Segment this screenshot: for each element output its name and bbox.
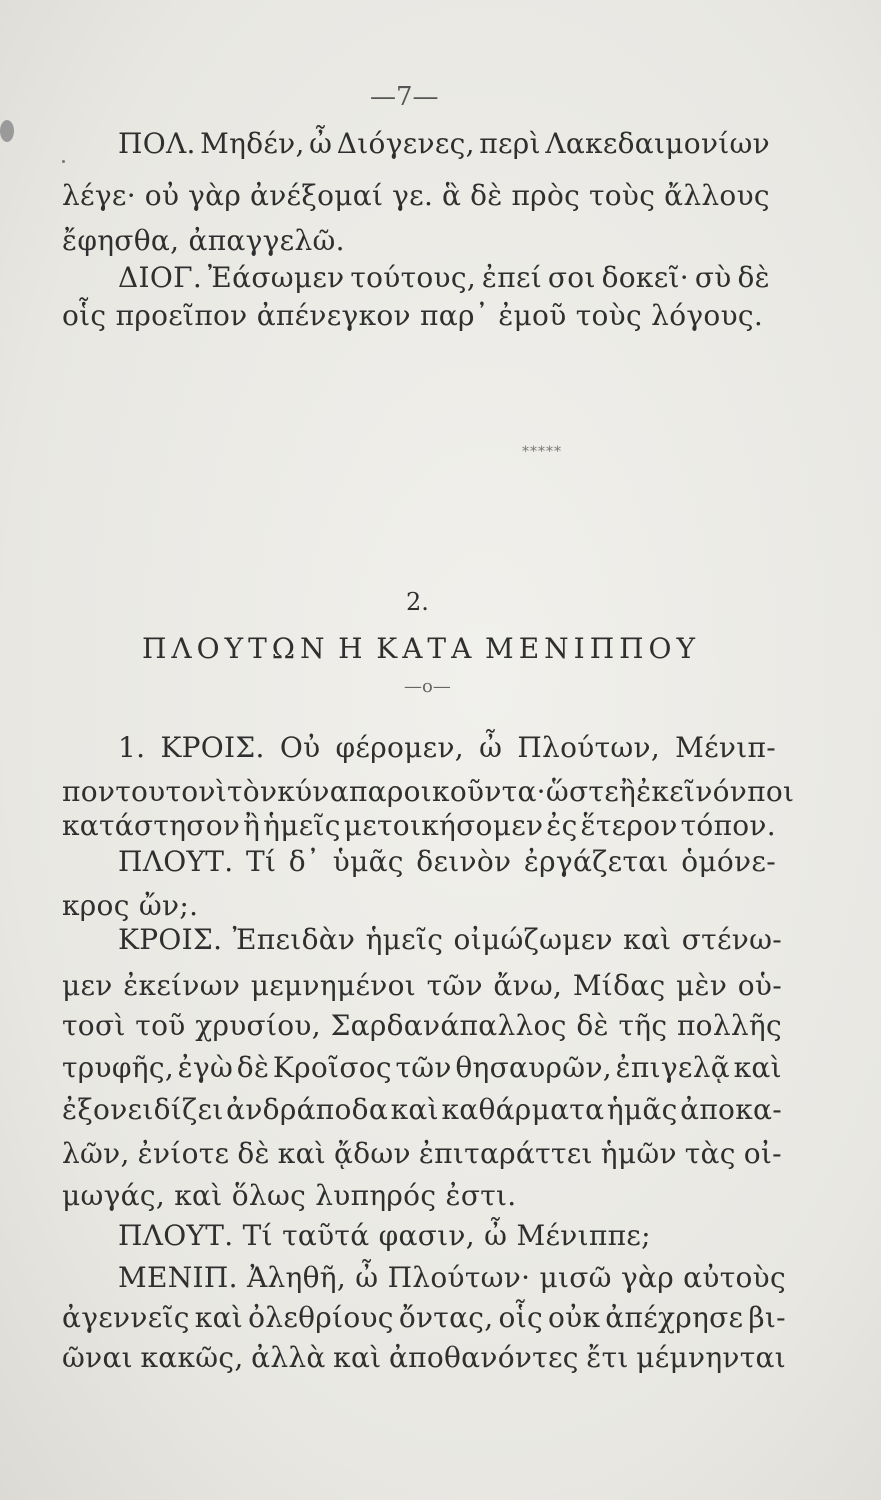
word: ἐνίοτε	[137, 1137, 230, 1170]
word: ΠΛΟΥΤ.	[118, 845, 234, 878]
word: Ἐάσωμεν	[207, 261, 345, 294]
dialogue-title	[142, 632, 700, 665]
word: ἃ	[442, 179, 462, 212]
word: Ἐπειδὰν	[232, 923, 356, 956]
word: ῶναι	[62, 1341, 133, 1374]
word: τὰς	[684, 1137, 736, 1170]
word: ἐπιταράττει	[418, 1137, 593, 1170]
word: γε.	[392, 179, 434, 212]
word: δοκεῖ·	[601, 261, 689, 294]
word: Κροῖσος	[272, 1051, 392, 1084]
word: μέμνηνται	[636, 1341, 786, 1374]
word: Πλούτων·	[387, 1261, 531, 1294]
word: κατάστησον	[62, 809, 241, 842]
word: ὁμόνε-	[681, 845, 776, 878]
word: ἔτι	[586, 1341, 629, 1374]
word: αὐτοὺς	[683, 1261, 786, 1294]
word: δὲ	[576, 1009, 609, 1042]
text-line	[118, 1261, 786, 1294]
word: ἐργάζεται	[523, 845, 669, 878]
word: καὶ	[733, 1051, 782, 1084]
word: Σαρδανάπαλλος	[330, 1009, 567, 1042]
word: τῶν	[395, 1051, 452, 1084]
word: ΠΟΛ.	[118, 127, 196, 160]
word: πρὸς	[511, 179, 581, 212]
word: δεινὸν	[416, 845, 512, 878]
word: Τί	[245, 845, 277, 878]
word: ἀνδράποδα	[226, 1093, 389, 1126]
word: βι-	[748, 1301, 786, 1334]
text-line	[62, 1009, 782, 1042]
word: δὲ	[237, 1137, 270, 1170]
word: ΔΙΟΓ.	[118, 261, 203, 294]
word: ἢ	[243, 809, 261, 842]
word: μὲν	[676, 969, 728, 1002]
word: ἀγεννεῖς	[62, 1301, 190, 1334]
text-line	[62, 1341, 786, 1374]
word: ἢ	[619, 775, 637, 808]
section-number: 2.	[406, 588, 429, 616]
word: κύνα	[277, 775, 349, 808]
text-line: ΠΛΟΥΤ. Τί ταῦτά φασιν, ὦ Μένιππε;	[118, 1219, 651, 1252]
word: ὦ	[309, 127, 333, 160]
page-number: —7—	[370, 82, 439, 112]
word: μεμνημένοι	[250, 969, 417, 1002]
word: οὑ-	[737, 969, 782, 1002]
word: ἡμῶν	[600, 1137, 677, 1170]
word: τρυφῆς,	[62, 1051, 175, 1084]
word: ἄλλους	[664, 179, 770, 212]
word: λῶν,	[62, 1137, 130, 1170]
text-line	[118, 923, 782, 956]
word: φέρομεν,	[335, 731, 464, 764]
text-line	[62, 1093, 782, 1126]
word: τοὺς	[588, 179, 656, 212]
word: ἐς	[546, 809, 578, 842]
word: χρυσίου,	[195, 1009, 321, 1042]
word: ὥστε	[545, 775, 620, 808]
word: σὺ	[694, 261, 732, 294]
word: ὀλεθρίους	[248, 1301, 394, 1334]
word: Διόγενες,	[336, 127, 475, 160]
word: μετοικήσομεν	[343, 809, 544, 842]
word: Ἀληθῆ,	[246, 1261, 347, 1294]
word: ἄνω,	[493, 969, 563, 1002]
word: οὐ	[144, 179, 180, 212]
text-line	[118, 261, 770, 294]
word: καθάρματα	[441, 1093, 605, 1126]
word: τουτονὶ	[115, 775, 228, 808]
word: καὶ	[333, 1341, 382, 1374]
text-line	[118, 731, 776, 764]
word: οἰμώζωμεν	[453, 923, 613, 956]
word: ἀπέχρησε	[605, 1301, 744, 1334]
word: Μένιπ-	[675, 731, 776, 764]
word: Πλούτων,	[517, 731, 661, 764]
word: ἐπιγελᾷ	[615, 1051, 730, 1084]
word: Οὐ	[279, 731, 321, 764]
word: ἡμᾶς	[606, 1093, 678, 1126]
word: καὶ	[277, 1137, 327, 1170]
word: ἐκεῖνόν	[636, 775, 748, 808]
word: ἡμεῖς	[263, 809, 341, 842]
text-line	[62, 809, 776, 842]
text-line	[62, 775, 795, 808]
word: καὶ	[390, 1093, 439, 1126]
word: γὰρ	[620, 1261, 674, 1294]
word: σοι	[547, 261, 596, 294]
word: στένω-	[681, 923, 782, 956]
word: κακῶς,	[140, 1341, 244, 1374]
word: ἐγὼ	[177, 1051, 234, 1084]
word: ἡμεῖς	[365, 923, 444, 956]
title-word: Η	[338, 632, 368, 665]
word: τῆς	[618, 1009, 668, 1042]
text-line	[118, 845, 776, 878]
word: περὶ	[479, 127, 541, 160]
word: ὦ	[479, 731, 503, 764]
title-ornament: —o—	[404, 676, 451, 697]
word: ἀλλὰ	[251, 1341, 326, 1374]
word: ἕτερον	[580, 809, 678, 842]
word: ἐκείνων	[123, 969, 241, 1002]
word: τόπον.	[680, 809, 776, 842]
word: ἐπεί	[481, 261, 543, 294]
word: τοσὶ	[62, 1009, 126, 1042]
word: οἰ-	[743, 1137, 782, 1170]
word: τῶν	[426, 969, 483, 1002]
word: ᾄδων	[334, 1137, 411, 1170]
word: Μίδας	[572, 969, 666, 1002]
text-line	[118, 127, 770, 160]
title-word: ΜΕΝΙΠΠΟΥ	[485, 632, 700, 665]
word: θησαυρῶν,	[455, 1051, 612, 1084]
word: οἷς	[498, 1301, 543, 1334]
word: μεν	[62, 969, 113, 1002]
text-line	[62, 1301, 786, 1334]
word: ὄντας,	[398, 1301, 494, 1334]
text-line	[62, 179, 770, 212]
word: δὲ	[737, 261, 770, 294]
word: λέγε·	[62, 179, 136, 212]
word: ποι	[747, 775, 795, 808]
title-word: ΠΛΟΥΤΩΝ	[142, 632, 330, 665]
word: ὦ	[355, 1261, 379, 1294]
word: δὲ	[470, 179, 503, 212]
word: μισῶ	[539, 1261, 612, 1294]
word: τούτους,	[350, 261, 477, 294]
margin-mark	[62, 160, 65, 163]
text-line: μωγάς, καὶ ὅλως λυπηρός ἐστι.	[62, 1179, 517, 1212]
text-line: οἷς προεῖπον ἀπένεγκον παρ᾽ ἐμοῦ τοὺς λόγους.	[62, 299, 764, 332]
text-line: κρος ὤν;.	[62, 889, 199, 922]
word: τοῦ	[135, 1009, 186, 1042]
word: πολλῆς	[676, 1009, 782, 1042]
word: καὶ	[194, 1301, 244, 1334]
text-line	[62, 969, 782, 1002]
text-line: ἔφησθα, ἀπαγγελῶ.	[62, 224, 345, 257]
word: ΚΡΟΙΣ.	[160, 731, 265, 764]
punch-hole	[0, 120, 14, 142]
word: ἐξονειδίζει	[62, 1093, 224, 1126]
word: δὲ	[236, 1051, 270, 1084]
word: οὐκ	[547, 1301, 601, 1334]
word: ΜΕΝΙΠ.	[118, 1261, 238, 1294]
word: ἀποκα-	[680, 1093, 782, 1126]
word: ὑμᾶς	[332, 845, 404, 878]
text-line	[62, 1137, 782, 1170]
section-separator: *****	[522, 444, 562, 460]
word: 1.	[118, 731, 146, 764]
word: δ᾽	[288, 845, 321, 878]
word: ἀποθανόντες	[388, 1341, 579, 1374]
word: τὸν	[227, 775, 278, 808]
word: παροικοῦντα·	[348, 775, 546, 808]
text-line	[62, 1051, 782, 1084]
word: Λακεδαιμονίων	[545, 127, 770, 160]
word: γὰρ	[188, 179, 242, 212]
word: πον	[62, 775, 116, 808]
word: καὶ	[623, 923, 672, 956]
word: ἀνέξομαί	[250, 179, 384, 212]
word: ΚΡΟΙΣ.	[118, 923, 223, 956]
word: Μηδέν,	[200, 127, 305, 160]
title-word: ΚΑΤΑ	[376, 632, 477, 665]
